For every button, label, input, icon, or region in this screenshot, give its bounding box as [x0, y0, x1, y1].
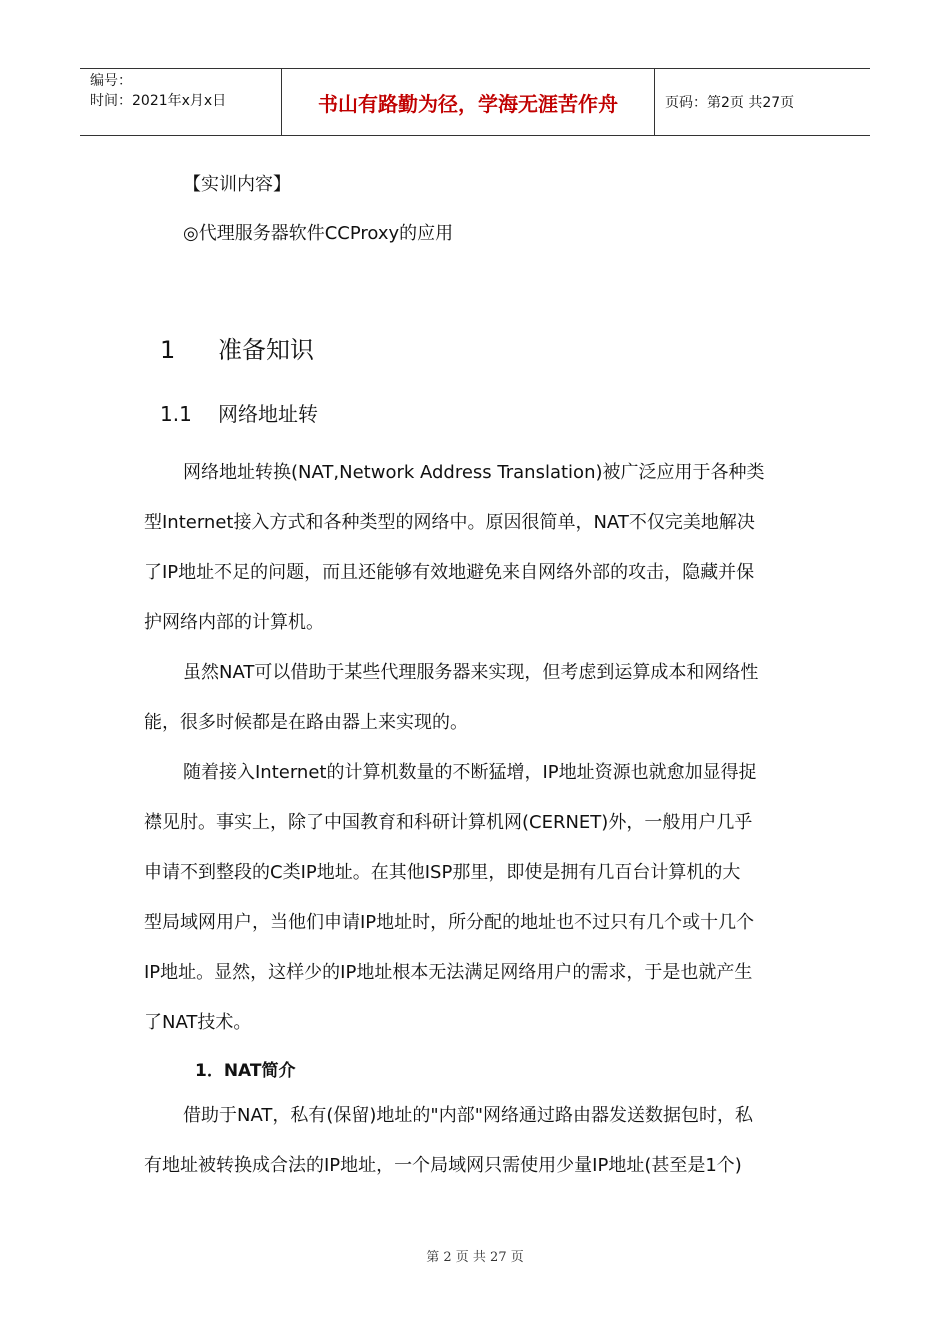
page-footer: 第 2 页 共 27 页 [426, 1250, 524, 1265]
section-number: 1.1 [160, 402, 192, 426]
paragraph-line: IP地址。显然，这样少的IP地址根本无法满足网络用户的需求，于是也就产生 [144, 962, 753, 983]
paragraph-line: 申请不到整段的C类IP地址。在其他ISP那里，即使是拥有几百台计算机的大 [144, 862, 741, 883]
paragraph-line: 虽然NAT可以借助于某些代理服务器来实现，但考虑到运算成本和网络性 [183, 662, 759, 683]
paragraph-line: 襟见肘。事实上，除了中国教育和科研计算机网(CERNET)外，一般用户几乎 [144, 812, 753, 833]
training-item: ◎代理服务器软件CCProxy的应用 [183, 223, 454, 244]
section-heading-1 [160, 330, 314, 365]
paragraph-line: 网络地址转换(NAT,Network Address Translation)被广泛应用于各种类 [183, 462, 765, 483]
paragraph-line: 了IP地址不足的问题，而且还能够有效地避免来自网络外部的攻击，隐藏并保 [144, 562, 755, 583]
paragraph-line: 护网络内部的计算机。 [144, 612, 324, 633]
section-title: 网络地址转 [218, 402, 318, 426]
section-heading-1-1 [160, 398, 318, 427]
section-number: 1 [160, 336, 176, 364]
training-heading: 【实训内容】 [183, 174, 291, 195]
time-label: 时间：2021年x月x日 [90, 93, 227, 109]
header-meta [80, 69, 282, 135]
paragraph-line: 了NAT技术。 [144, 1012, 252, 1033]
paragraph-line: 随着接入Internet的计算机数量的不断猛增，IP地址资源也就愈加显得捉 [183, 762, 757, 783]
subsection-heading: 1．NAT简介 [195, 1061, 296, 1081]
page-header [80, 68, 870, 136]
paragraph-line: 能，很多时候都是在路由器上来实现的。 [144, 712, 468, 733]
header-motto: 书山有路勤为径，学海无涯苦作舟 [282, 69, 655, 135]
number-label: 编号： [90, 73, 132, 89]
section-title: 准备知识 [218, 336, 314, 364]
paragraph-line: 有地址被转换成合法的IP地址，一个局域网只需使用少量IP地址(甚至是1个) [144, 1155, 742, 1176]
paragraph-line: 型Internet接入方式和各种类型的网络中。原因很简单，NAT不仅完美地解决 [144, 512, 755, 533]
paragraph-line: 借助于NAT，私有(保留)地址的"内部"网络通过路由器发送数据包时，私 [183, 1105, 753, 1126]
paragraph-line: 型局域网用户，当他们申请IP地址时，所分配的地址也不过只有几个或十几个 [144, 912, 755, 933]
header-page-info: 页码：第2页 共27页 [665, 95, 795, 111]
